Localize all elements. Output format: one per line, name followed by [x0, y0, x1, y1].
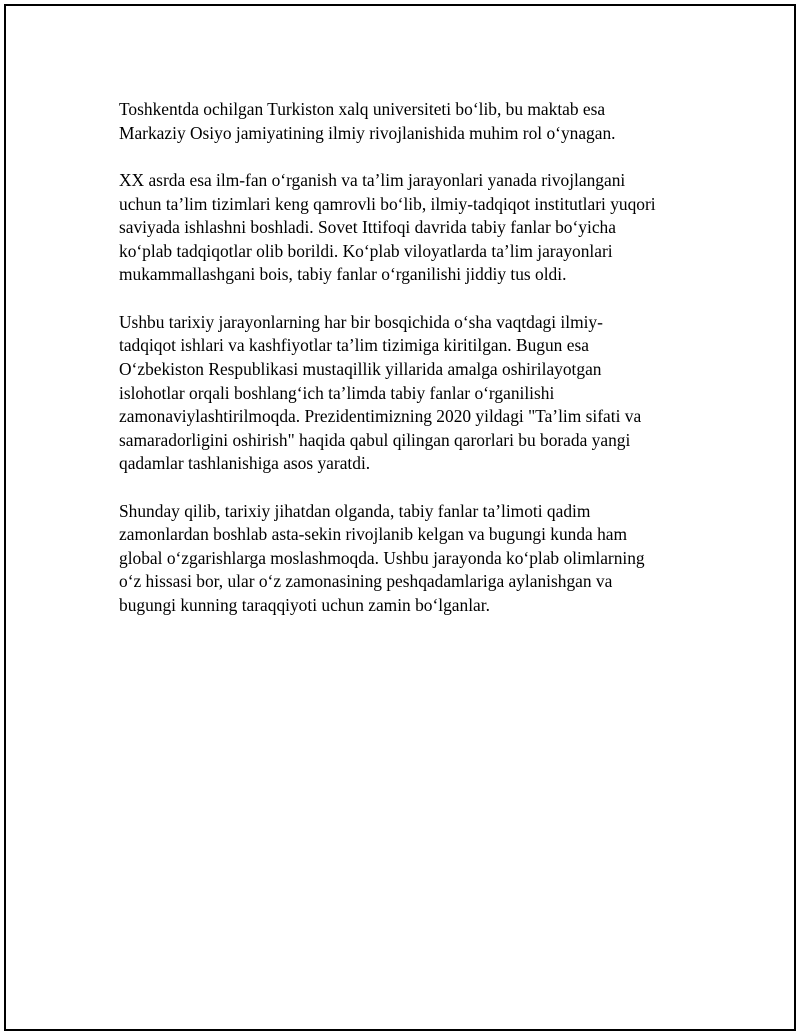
paragraph-2	[119, 169, 694, 287]
paragraph-line: uchun ta’lim tizimlari keng qamrovli bo‘lib, ilmiy-tadqiqot institutlari yuqori	[119, 193, 656, 214]
paragraph-line: zamonaviylashtirilmoqda. Prezidentimizning 2020 yildagi "Ta’lim sifati va	[119, 406, 642, 427]
paragraph-line: samaradorligini oshirish" haqida qabul qilingan qarorlari bu borada yangi	[119, 429, 631, 450]
paragraph-line: O‘zbekiston Respublikasi mustaqillik yillarida amalga oshirilayotgan	[119, 358, 602, 379]
paragraph-line: zamonlardan boshlab asta-sekin rivojlanib kelgan va bugungi kunda ham	[119, 524, 628, 545]
paragraph-line: qadamlar tashlanishiga asos yaratdi.	[119, 453, 371, 474]
paragraph-line: global o‘zgarishlarga moslashmoqda. Ushbu jarayonda ko‘plab olimlarning	[119, 547, 645, 568]
paragraph-line: islohotlar orqali boshlang‘ich ta’limda tabiy fanlar o‘rganilishi	[119, 382, 555, 403]
paragraph-line: tadqiqot ishlari va kashfiyotlar ta’lim tizimiga kiritilgan. Bugun esa	[119, 335, 589, 356]
paragraph-line: mukammallashgani bois, tabiy fanlar o‘rganilishi jiddiy tus oldi.	[119, 264, 567, 285]
paragraph-line: ko‘plab tadqiqotlar olib borildi. Ko‘plab viloyatlarda ta’lim jarayonlari	[119, 240, 613, 261]
paragraph-line: XX asrda esa ilm-fan o‘rganish va ta’lim jarayonlari yanada rivojlangani	[119, 169, 626, 190]
paragraph-line: Shunday qilib, tarixiy jihatdan olganda, tabiy fanlar ta’limoti qadim	[119, 500, 591, 521]
paragraph-line: saviyada ishlashni boshladi. Sovet Ittifoqi davrida tabiy fanlar bo‘yicha	[119, 217, 616, 238]
paragraph-1	[119, 98, 694, 145]
document-body	[119, 98, 694, 641]
paragraph-line: Toshkentda ochilgan Turkiston xalq universiteti bo‘lib, bu maktab esa	[119, 99, 606, 119]
paragraph-line: bugungi kunning taraqqiyoti uchun zamin bo‘lganlar.	[119, 595, 490, 616]
paragraph-line: o‘z hissasi bor, ular o‘z zamonasining peshqadamlariga aylanishgan va	[119, 571, 613, 592]
paragraph-4	[119, 500, 694, 618]
paragraph-line: Ushbu tarixiy jarayonlarning har bir bosqichida o‘sha vaqtdagi ilmiy-	[119, 311, 603, 332]
paragraph-3	[119, 311, 694, 476]
paragraph-line: Markaziy Osiyo jamiyatining ilmiy rivojlanishida muhim rol o‘ynagan.	[119, 122, 616, 143]
document-page	[4, 4, 796, 1031]
